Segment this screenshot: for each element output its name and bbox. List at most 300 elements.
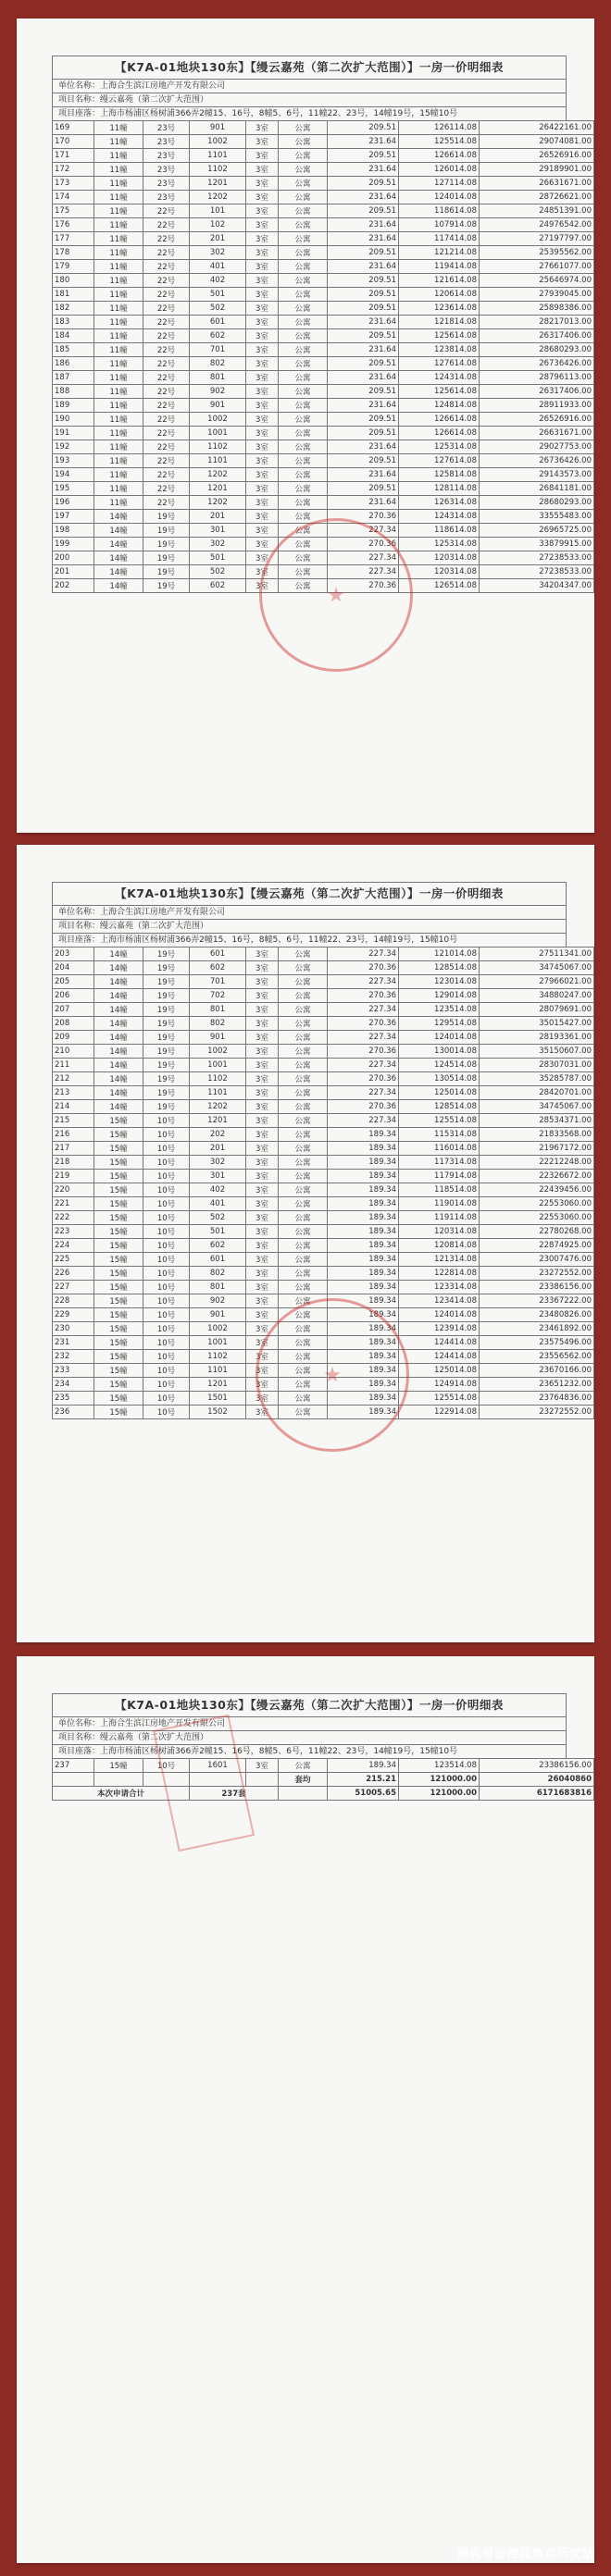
area-cell: 270.36 <box>328 1017 399 1031</box>
area-cell: 189.34 <box>328 1336 399 1350</box>
total-price-cell: 26422161.00 <box>480 121 594 135</box>
row-index-cell: 185 <box>53 343 94 357</box>
total-price-cell: 27966021.00 <box>480 975 594 989</box>
building-cell: 14幢 <box>94 1031 143 1045</box>
row-index-cell: 223 <box>53 1225 94 1239</box>
area-cell: 189.34 <box>328 1211 399 1225</box>
unit-cell: 22号 <box>143 232 190 246</box>
area-cell: 209.51 <box>328 482 399 496</box>
unit-price-cell: 125314.08 <box>399 440 480 454</box>
row-index-cell: 229 <box>53 1308 94 1322</box>
building-cell: 14幢 <box>94 961 143 975</box>
layout-cell: 3室 <box>246 1253 279 1267</box>
unit-price-cell: 126614.08 <box>399 413 480 427</box>
unit-cell: 23号 <box>143 177 190 191</box>
layout-cell: 3室 <box>246 1100 279 1114</box>
usage-cell: 公寓 <box>279 1211 328 1225</box>
room-number-cell: 602 <box>190 1239 246 1253</box>
row-index-cell: 200 <box>53 551 94 565</box>
room-number-cell: 501 <box>190 551 246 565</box>
unit-cell: 22号 <box>143 371 190 385</box>
unit-cell: 19号 <box>143 1059 190 1072</box>
layout-cell: 3室 <box>246 413 279 427</box>
company-name: 单位名称：上海合生滨江房地产开发有限公司 <box>52 1716 567 1730</box>
unit-price-cell: 126514.08 <box>399 579 480 593</box>
layout-cell: 3室 <box>246 468 279 482</box>
total-price-cell: 23575496.00 <box>480 1336 594 1350</box>
unit-price-cell: 128514.08 <box>399 961 480 975</box>
room-number-cell: 1001 <box>190 1059 246 1072</box>
unit-cell: 23号 <box>143 121 190 135</box>
unit-price-cell: 121614.08 <box>399 274 480 288</box>
room-number-cell: 401 <box>190 260 246 274</box>
room-number-cell: 1202 <box>190 468 246 482</box>
total-price-cell: 28079691.00 <box>480 1003 594 1017</box>
unit-price-cell: 130514.08 <box>399 1072 480 1086</box>
layout-cell: 3室 <box>246 1322 279 1336</box>
area-cell: 189.34 <box>328 1364 399 1378</box>
unit-price-cell: 119114.08 <box>399 1211 480 1225</box>
project-address: 项目座落：上海市杨浦区杨树浦366弄2幢15、16号，8幢5、6号，11幢22、23号，14幢19号，15幢10号 <box>52 1744 567 1758</box>
total-price-cell: 25646974.00 <box>480 274 594 288</box>
table-row <box>53 1267 594 1281</box>
layout-cell: 3室 <box>246 482 279 496</box>
usage-cell: 公寓 <box>279 947 328 961</box>
table-row <box>53 1072 594 1086</box>
building-cell: 14幢 <box>94 1100 143 1114</box>
usage-cell: 公寓 <box>279 232 328 246</box>
unit-cell: 10号 <box>143 1322 190 1336</box>
row-index-cell: 197 <box>53 510 94 524</box>
unit-price-cell: 124314.08 <box>399 510 480 524</box>
building-cell: 11幢 <box>94 177 143 191</box>
company-name: 单位名称：上海合生滨江房地产开发有限公司 <box>52 79 567 93</box>
usage-cell: 公寓 <box>279 316 328 329</box>
room-number-cell: 302 <box>190 538 246 551</box>
table-row <box>53 1253 594 1267</box>
usage-cell: 公寓 <box>279 191 328 204</box>
unit-cell: 19号 <box>143 1003 190 1017</box>
unit-cell: 10号 <box>143 1142 190 1156</box>
room-number-cell: 1001 <box>190 427 246 440</box>
unit-cell: 10号 <box>143 1378 190 1392</box>
area-cell: 189.34 <box>328 1253 399 1267</box>
total-price-cell: 23461892.00 <box>480 1322 594 1336</box>
area-cell: 227.34 <box>328 1114 399 1128</box>
row-index-cell: 186 <box>53 357 94 371</box>
building-cell: 11幢 <box>94 468 143 482</box>
layout-cell: 3室 <box>246 1017 279 1031</box>
area-cell: 270.36 <box>328 538 399 551</box>
area-cell: 189.34 <box>328 1197 399 1211</box>
usage-cell: 公寓 <box>279 1072 328 1086</box>
table-row <box>53 232 594 246</box>
room-number-cell: 802 <box>190 1017 246 1031</box>
row-index-cell: 188 <box>53 385 94 399</box>
usage-cell: 公寓 <box>279 1364 328 1378</box>
layout-cell: 3室 <box>246 149 279 163</box>
total-price-cell: 35015427.00 <box>480 1017 594 1031</box>
row-index-cell: 211 <box>53 1059 94 1072</box>
building-cell: 14幢 <box>94 1086 143 1100</box>
usage-cell: 公寓 <box>279 1170 328 1183</box>
unit-cell: 19号 <box>143 947 190 961</box>
area-cell: 189.34 <box>328 1406 399 1419</box>
total-price-cell: 26526916.00 <box>480 413 594 427</box>
room-number-cell: 1101 <box>190 1086 246 1100</box>
total-price-cell: 23272552.00 <box>480 1267 594 1281</box>
total-price-cell: 34880247.00 <box>480 989 594 1003</box>
usage-cell: 公寓 <box>279 538 328 551</box>
building-cell: 11幢 <box>94 246 143 260</box>
building-cell: 15幢 <box>94 1308 143 1322</box>
unit-price-cell: 126114.08 <box>399 121 480 135</box>
area-cell: 209.51 <box>328 413 399 427</box>
area-cell: 270.36 <box>328 579 399 593</box>
room-number-cell: 1201 <box>190 1114 246 1128</box>
usage-cell: 公寓 <box>279 1197 328 1211</box>
row-index-cell: 226 <box>53 1267 94 1281</box>
total-price-cell: 23651232.00 <box>480 1378 594 1392</box>
area-cell: 231.64 <box>328 135 399 149</box>
area-cell: 189.34 <box>328 1294 399 1308</box>
usage-cell: 公寓 <box>279 427 328 440</box>
usage-cell: 公寓 <box>279 177 328 191</box>
unit-cell: 19号 <box>143 1100 190 1114</box>
total-price-cell: 23670166.00 <box>480 1364 594 1378</box>
area-cell: 227.34 <box>328 1086 399 1100</box>
table-row <box>53 1142 594 1156</box>
layout-cell: 3室 <box>246 316 279 329</box>
building-cell: 15幢 <box>94 1350 143 1364</box>
room-number-cell: 201 <box>190 510 246 524</box>
building-cell: 11幢 <box>94 135 143 149</box>
room-number-cell: 1202 <box>190 1100 246 1114</box>
building-cell: 15幢 <box>94 1267 143 1281</box>
area-cell: 209.51 <box>328 302 399 316</box>
total-price-cell: 21833568.00 <box>480 1128 594 1142</box>
building-cell: 11幢 <box>94 371 143 385</box>
table-row <box>53 371 594 385</box>
table-row <box>53 385 594 399</box>
unit-cell: 22号 <box>143 302 190 316</box>
area-cell: 227.34 <box>328 551 399 565</box>
sum-area: 51005.65 <box>328 1787 399 1801</box>
unit-cell: 10号 <box>143 1253 190 1267</box>
layout-cell: 3室 <box>246 163 279 177</box>
room-number-cell: 602 <box>190 961 246 975</box>
room-number-cell: 1202 <box>190 191 246 204</box>
usage-cell: 公寓 <box>279 1294 328 1308</box>
building-cell: 15幢 <box>94 1142 143 1156</box>
table-row <box>53 440 594 454</box>
unit-cell: 22号 <box>143 343 190 357</box>
layout-cell: 3室 <box>246 1072 279 1086</box>
usage-cell: 公寓 <box>279 1183 328 1197</box>
unit-cell: 10号 <box>143 1759 190 1773</box>
layout-cell: 3室 <box>246 288 279 302</box>
table-row <box>53 975 594 989</box>
total-price-cell: 27511341.00 <box>480 947 594 961</box>
area-cell: 231.64 <box>328 468 399 482</box>
total-price-cell: 28420701.00 <box>480 1086 594 1100</box>
usage-cell: 公寓 <box>279 1308 328 1322</box>
area-cell: 227.34 <box>328 947 399 961</box>
usage-cell: 公寓 <box>279 565 328 579</box>
unit-cell: 23号 <box>143 149 190 163</box>
building-cell: 14幢 <box>94 524 143 538</box>
total-price-cell: 23386156.00 <box>480 1281 594 1294</box>
area-cell: 231.64 <box>328 218 399 232</box>
unit-price-cell: 124014.08 <box>399 191 480 204</box>
unit-cell: 10号 <box>143 1308 190 1322</box>
table-row <box>53 1281 594 1294</box>
row-index-cell: 193 <box>53 454 94 468</box>
unit-price-cell: 123614.08 <box>399 302 480 316</box>
average-price: 121000.00 <box>399 1773 480 1787</box>
unit-cell: 22号 <box>143 413 190 427</box>
total-price-cell: 23367222.00 <box>480 1294 594 1308</box>
area-cell: 209.51 <box>328 329 399 343</box>
unit-cell: 10号 <box>143 1197 190 1211</box>
room-number-cell: 901 <box>190 121 246 135</box>
layout-cell: 3室 <box>246 961 279 975</box>
usage-cell: 公寓 <box>279 1031 328 1045</box>
row-index-cell: 206 <box>53 989 94 1003</box>
usage-cell: 公寓 <box>279 1267 328 1281</box>
layout-cell: 3室 <box>246 399 279 413</box>
usage-cell: 公寓 <box>279 1239 328 1253</box>
unit-price-cell: 107914.08 <box>399 218 480 232</box>
layout-cell: 3室 <box>246 1364 279 1378</box>
row-index-cell: 194 <box>53 468 94 482</box>
table-row <box>53 246 594 260</box>
room-number-cell: 701 <box>190 343 246 357</box>
area-cell: 209.51 <box>328 288 399 302</box>
unit-cell: 10号 <box>143 1114 190 1128</box>
usage-cell: 公寓 <box>279 413 328 427</box>
unit-cell: 19号 <box>143 961 190 975</box>
row-index-cell: 236 <box>53 1406 94 1419</box>
row-index-cell: 209 <box>53 1031 94 1045</box>
row-index-cell: 235 <box>53 1392 94 1406</box>
unit-price-cell: 123414.08 <box>399 1294 480 1308</box>
area-cell: 189.34 <box>328 1267 399 1281</box>
layout-cell: 3室 <box>246 1267 279 1281</box>
row-index-cell: 171 <box>53 149 94 163</box>
room-number-cell: 901 <box>190 1031 246 1045</box>
sum-price: 121000.00 <box>399 1787 480 1801</box>
layout-cell: 3室 <box>246 975 279 989</box>
room-number-cell: 602 <box>190 329 246 343</box>
unit-cell: 10号 <box>143 1267 190 1281</box>
table-row <box>53 1759 594 1773</box>
usage-cell: 公寓 <box>279 1045 328 1059</box>
unit-cell: 10号 <box>143 1294 190 1308</box>
layout-cell: 3室 <box>246 565 279 579</box>
unit-price-cell: 126014.08 <box>399 163 480 177</box>
unit-cell: 22号 <box>143 274 190 288</box>
total-price-cell: 22439456.00 <box>480 1183 594 1197</box>
unit-price-cell: 123014.08 <box>399 975 480 989</box>
building-cell: 15幢 <box>94 1378 143 1392</box>
price-table-3 <box>52 1693 592 1801</box>
area-cell: 189.34 <box>328 1142 399 1156</box>
usage-cell: 公寓 <box>279 329 328 343</box>
usage-cell: 公寓 <box>279 1128 328 1142</box>
area-cell: 227.34 <box>328 1031 399 1045</box>
layout-cell: 3室 <box>246 1308 279 1322</box>
room-number-cell: 1202 <box>190 496 246 510</box>
row-index-cell: 228 <box>53 1294 94 1308</box>
usage-cell: 公寓 <box>279 135 328 149</box>
watermark-text: 搜狐号@搜狐焦点历安站 <box>456 2547 594 2561</box>
total-price-cell: 22553060.00 <box>480 1197 594 1211</box>
building-cell: 14幢 <box>94 1045 143 1059</box>
layout-cell: 3室 <box>246 1183 279 1197</box>
room-number-cell: 502 <box>190 565 246 579</box>
unit-cell: 10号 <box>143 1350 190 1364</box>
row-index-cell: 176 <box>53 218 94 232</box>
row-index-cell: 212 <box>53 1072 94 1086</box>
room-number-cell: 1002 <box>190 1045 246 1059</box>
layout-cell: 3室 <box>246 947 279 961</box>
row-index-cell: 205 <box>53 975 94 989</box>
layout-cell: 3室 <box>246 1114 279 1128</box>
unit-price-cell: 120314.08 <box>399 551 480 565</box>
unit-cell: 22号 <box>143 385 190 399</box>
unit-price-cell: 120814.08 <box>399 1239 480 1253</box>
unit-price-cell: 117914.08 <box>399 1170 480 1183</box>
total-price-cell: 27661077.00 <box>480 260 594 274</box>
layout-cell: 3室 <box>246 524 279 538</box>
area-cell: 209.51 <box>328 357 399 371</box>
total-price-cell: 29189901.00 <box>480 163 594 177</box>
area-cell: 231.64 <box>328 191 399 204</box>
room-number-cell: 401 <box>190 1197 246 1211</box>
room-number-cell: 1601 <box>190 1759 246 1773</box>
unit-cell: 22号 <box>143 288 190 302</box>
unit-cell: 23号 <box>143 135 190 149</box>
room-number-cell: 1002 <box>190 413 246 427</box>
table-row <box>53 1239 594 1253</box>
layout-cell: 3室 <box>246 204 279 218</box>
area-cell: 209.51 <box>328 427 399 440</box>
row-index-cell: 213 <box>53 1086 94 1100</box>
building-cell: 14幢 <box>94 947 143 961</box>
total-price-cell: 26526916.00 <box>480 149 594 163</box>
layout-cell: 3室 <box>246 1086 279 1100</box>
unit-price-cell: 122814.08 <box>399 1267 480 1281</box>
area-cell: 189.34 <box>328 1308 399 1322</box>
total-price-cell: 29027753.00 <box>480 440 594 454</box>
unit-cell: 19号 <box>143 1045 190 1059</box>
unit-cell: 10号 <box>143 1406 190 1419</box>
unit-cell: 22号 <box>143 246 190 260</box>
table-row <box>53 1183 594 1197</box>
table-row <box>53 357 594 371</box>
row-index-cell: 208 <box>53 1017 94 1031</box>
table-row <box>53 1211 594 1225</box>
usage-cell: 公寓 <box>279 1059 328 1072</box>
unit-price-cell: 121014.08 <box>399 947 480 961</box>
room-number-cell: 1102 <box>190 1072 246 1086</box>
building-cell: 11幢 <box>94 357 143 371</box>
layout-cell: 3室 <box>246 1392 279 1406</box>
building-cell: 15幢 <box>94 1156 143 1170</box>
unit-price-cell: 130014.08 <box>399 1045 480 1059</box>
row-index-cell: 175 <box>53 204 94 218</box>
room-number-cell: 601 <box>190 316 246 329</box>
usage-cell: 公寓 <box>279 468 328 482</box>
total-price-cell: 28307031.00 <box>480 1059 594 1072</box>
unit-cell: 22号 <box>143 357 190 371</box>
room-number-cell: 1502 <box>190 1406 246 1419</box>
unit-price-cell: 125614.08 <box>399 329 480 343</box>
unit-cell: 10号 <box>143 1128 190 1142</box>
unit-cell: 22号 <box>143 260 190 274</box>
usage-cell: 公寓 <box>279 975 328 989</box>
usage-cell: 公寓 <box>279 989 328 1003</box>
usage-cell: 公寓 <box>279 1281 328 1294</box>
usage-cell: 公寓 <box>279 551 328 565</box>
usage-cell: 公寓 <box>279 1100 328 1114</box>
room-number-cell: 1002 <box>190 135 246 149</box>
room-number-cell: 802 <box>190 1267 246 1281</box>
unit-price-cell: 120614.08 <box>399 288 480 302</box>
building-cell: 15幢 <box>94 1225 143 1239</box>
usage-cell: 公寓 <box>279 288 328 302</box>
area-cell: 231.64 <box>328 496 399 510</box>
area-cell: 189.34 <box>328 1128 399 1142</box>
row-index-cell: 190 <box>53 413 94 427</box>
room-number-cell: 1101 <box>190 149 246 163</box>
layout-cell: 3室 <box>246 302 279 316</box>
table-row <box>53 1031 594 1045</box>
area-cell: 209.51 <box>328 274 399 288</box>
sum-total: 6171683816 <box>480 1787 594 1801</box>
layout-cell: 3室 <box>246 135 279 149</box>
table-row <box>53 1086 594 1100</box>
row-index-cell: 182 <box>53 302 94 316</box>
area-cell: 227.34 <box>328 1059 399 1072</box>
unit-price-cell: 127114.08 <box>399 177 480 191</box>
area-cell: 231.64 <box>328 371 399 385</box>
building-cell: 14幢 <box>94 1072 143 1086</box>
layout-cell: 3室 <box>246 1031 279 1045</box>
total-price-cell: 34204347.00 <box>480 579 594 593</box>
table-row <box>53 316 594 329</box>
unit-price-cell: 120314.08 <box>399 565 480 579</box>
building-cell: 11幢 <box>94 288 143 302</box>
area-cell: 189.34 <box>328 1183 399 1197</box>
layout-cell: 3室 <box>246 1156 279 1170</box>
row-index-cell: 202 <box>53 579 94 593</box>
layout-cell: 3室 <box>246 538 279 551</box>
unit-price-cell: 124814.08 <box>399 399 480 413</box>
area-cell: 270.36 <box>328 1072 399 1086</box>
building-cell: 11幢 <box>94 260 143 274</box>
table-row <box>53 1197 594 1211</box>
building-cell: 15幢 <box>94 1197 143 1211</box>
unit-cell: 10号 <box>143 1364 190 1378</box>
unit-cell: 19号 <box>143 1072 190 1086</box>
table-row <box>53 1156 594 1170</box>
row-index-cell: 207 <box>53 1003 94 1017</box>
layout-cell: 3室 <box>246 496 279 510</box>
row-index-cell: 204 <box>53 961 94 975</box>
building-cell: 14幢 <box>94 538 143 551</box>
